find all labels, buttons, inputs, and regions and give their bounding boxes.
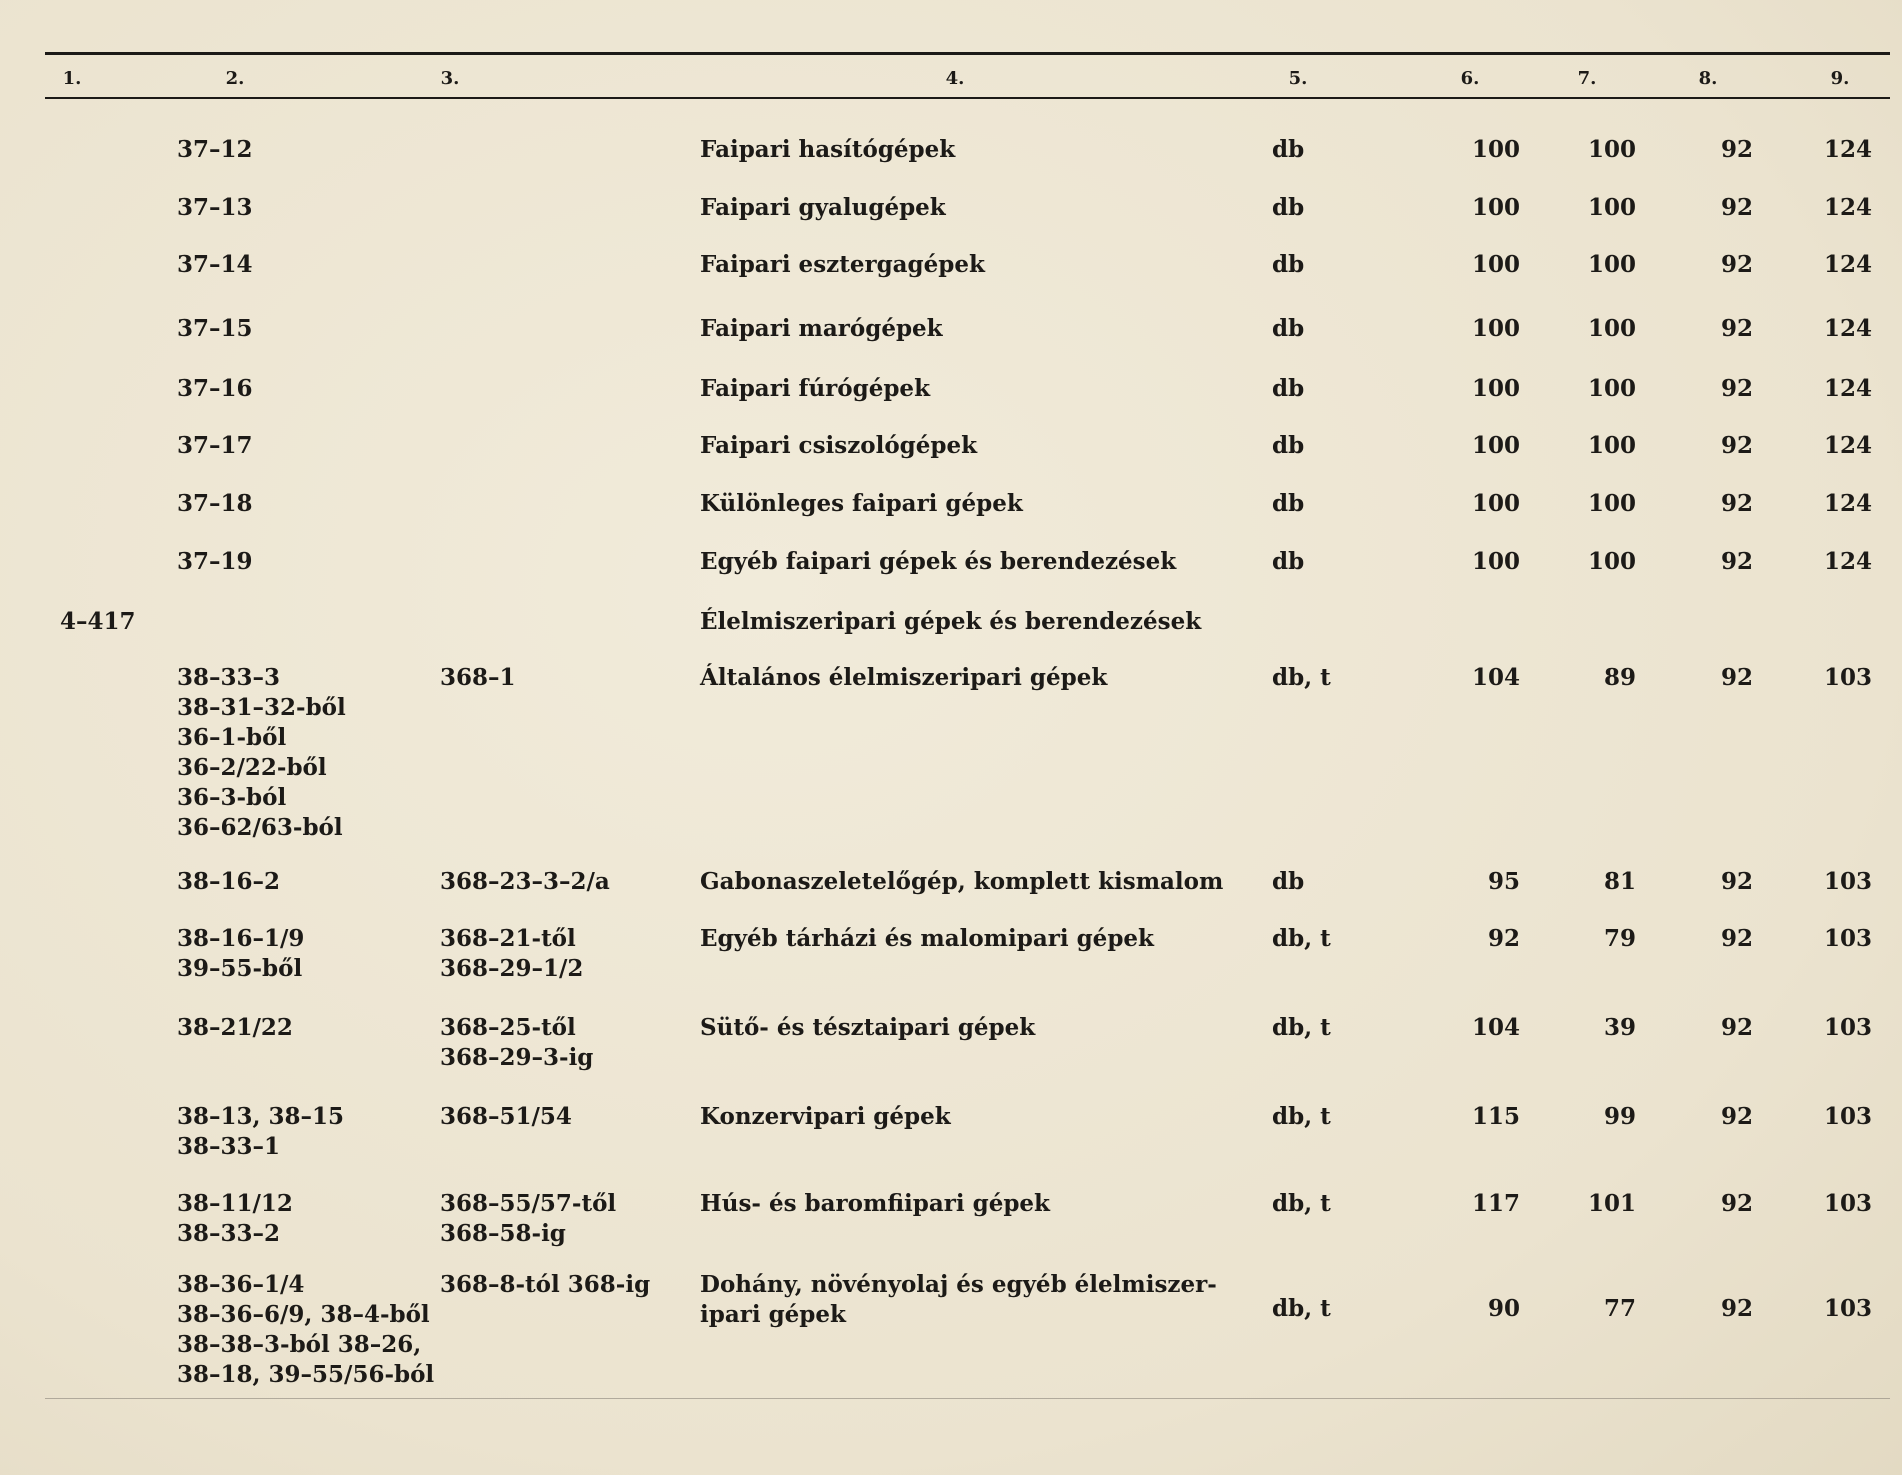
- col-header-9: 9.: [1830, 68, 1850, 89]
- item-description-line: Faipari gyalugépek: [700, 194, 946, 221]
- value-col-7: 89: [1603, 664, 1636, 691]
- value-col-9: 103: [1823, 1295, 1872, 1322]
- old-code-line: 37–18: [177, 490, 253, 517]
- value-col-6: 115: [1471, 1103, 1520, 1130]
- value-col-9: 124: [1823, 136, 1872, 163]
- nomenclature-code-line: 368–58-ig: [440, 1220, 566, 1247]
- value-col-7: 79: [1603, 925, 1636, 952]
- unit: db: [1272, 315, 1305, 342]
- value-col-6: 90: [1487, 1295, 1520, 1322]
- value-col-8: 92: [1720, 432, 1753, 459]
- old-code-line: 38–31–32-ből: [177, 694, 346, 721]
- item-description: [700, 1270, 1217, 1330]
- item-description: [700, 489, 1023, 519]
- value-col-9: 124: [1823, 375, 1872, 402]
- value-col-7: 39: [1603, 1014, 1636, 1041]
- value-col-6: 100: [1471, 375, 1520, 402]
- old-code: [177, 489, 253, 519]
- value-col-6: 100: [1471, 490, 1520, 517]
- value-col-7: 100: [1587, 194, 1636, 221]
- col-header-2: 2.: [225, 68, 245, 89]
- value-col-6: 100: [1471, 136, 1520, 163]
- value-col-9: 124: [1823, 315, 1872, 342]
- value-col-7: 77: [1603, 1295, 1636, 1322]
- nomenclature-code: [440, 663, 516, 693]
- value-col-7: 100: [1587, 251, 1636, 278]
- value-col-9: 103: [1823, 1103, 1872, 1130]
- unit: db: [1272, 868, 1305, 895]
- value-col-6: 117: [1471, 1190, 1520, 1217]
- item-description-line: Faipari csiszológépek: [700, 432, 978, 459]
- value-col-6: 92: [1487, 925, 1520, 952]
- nomenclature-code: [440, 867, 610, 897]
- col-header-8: 8.: [1698, 68, 1718, 89]
- item-description-line: Dohány, növényolaj és egyéb élelmiszer-: [700, 1271, 1217, 1298]
- item-description: [700, 547, 1176, 577]
- old-code-line: 38–36–1/4: [177, 1271, 305, 1298]
- value-col-8: 92: [1720, 868, 1753, 895]
- nomenclature-code: [440, 924, 583, 984]
- old-code: [177, 374, 253, 404]
- unit: db, t: [1272, 664, 1331, 691]
- value-col-6: 100: [1471, 315, 1520, 342]
- nomenclature-code-line: 368–25-től: [440, 1014, 576, 1041]
- value-col-8: 92: [1720, 1295, 1753, 1322]
- nomenclature-code: [440, 1102, 572, 1132]
- old-code: [177, 193, 253, 223]
- old-code-line: 38–33–3: [177, 664, 281, 691]
- old-code-line: 38–33–2: [177, 1220, 281, 1247]
- value-col-6: 100: [1471, 432, 1520, 459]
- old-code: [177, 314, 253, 344]
- nomenclature-code: [440, 1270, 650, 1300]
- old-code-line: 38–16–2: [177, 868, 281, 895]
- old-code-line: 37–17: [177, 432, 253, 459]
- item-description-line: Sütő- és tésztaipari gépek: [700, 1014, 1036, 1041]
- value-col-9: 124: [1823, 490, 1872, 517]
- col-header-3: 3.: [440, 68, 460, 89]
- item-description: [700, 1189, 1050, 1219]
- old-code: [177, 663, 346, 843]
- item-description-line: Gabonaszeletelőgép, komplett kismalom: [700, 868, 1224, 895]
- item-description: [700, 431, 977, 461]
- value-col-8: 92: [1720, 136, 1753, 163]
- value-col-6: 95: [1487, 868, 1520, 895]
- old-code: [177, 431, 253, 461]
- unit: db: [1272, 136, 1305, 163]
- old-code: [177, 1013, 293, 1043]
- item-description-line: ipari gépek: [700, 1301, 846, 1328]
- value-col-7: 100: [1587, 432, 1636, 459]
- item-description: [700, 250, 985, 280]
- old-code-line: 36–62/63-ból: [177, 814, 343, 841]
- item-description-line: Faipari hasítógépek: [700, 136, 956, 163]
- bottom-rule: [45, 1398, 1890, 1399]
- old-code-line: 38–36–6/9, 38–4-ből: [177, 1301, 430, 1328]
- item-description: [700, 867, 1223, 897]
- header-rule: [45, 97, 1890, 99]
- value-col-6: 100: [1471, 194, 1520, 221]
- value-col-9: 103: [1823, 664, 1872, 691]
- item-description-line: Egyéb faipari gépek és berendezések: [700, 548, 1177, 575]
- top-rule: [45, 52, 1890, 55]
- value-col-6: 104: [1471, 664, 1520, 691]
- value-col-9: 124: [1823, 432, 1872, 459]
- col-header-4: 4.: [945, 68, 965, 89]
- old-code-line: 39–55-ből: [177, 955, 303, 982]
- value-col-6: 100: [1471, 548, 1520, 575]
- value-col-9: 103: [1823, 925, 1872, 952]
- item-description-line: Egyéb tárházi és malomipari gépek: [700, 925, 1154, 952]
- unit: db, t: [1272, 1014, 1331, 1041]
- value-col-8: 92: [1720, 251, 1753, 278]
- value-col-8: 92: [1720, 664, 1753, 691]
- value-col-9: 124: [1823, 194, 1872, 221]
- value-col-7: 100: [1587, 315, 1636, 342]
- unit: db, t: [1272, 1190, 1331, 1217]
- item-description-line: Általános élelmiszeripari gépek: [700, 664, 1108, 691]
- value-col-8: 92: [1720, 1014, 1753, 1041]
- item-description-line: Különleges faipari gépek: [700, 490, 1023, 517]
- value-col-6: 104: [1471, 1014, 1520, 1041]
- item-description: [700, 1013, 1035, 1043]
- old-code: [177, 250, 253, 280]
- value-col-9: 103: [1823, 868, 1872, 895]
- value-col-8: 92: [1720, 315, 1753, 342]
- nomenclature-code-line: 368–23–3–2/a: [440, 868, 610, 895]
- item-description: [700, 663, 1107, 693]
- old-code-line: 36–3-ból: [177, 784, 287, 811]
- item-description: [700, 193, 946, 223]
- value-col-7: 100: [1587, 548, 1636, 575]
- value-col-8: 92: [1720, 548, 1753, 575]
- unit: db: [1272, 490, 1305, 517]
- item-description-line: Faipari fúrógépek: [700, 375, 930, 402]
- value-col-9: 124: [1823, 251, 1872, 278]
- nomenclature-code-line: 368–21-től: [440, 925, 576, 952]
- value-col-7: 101: [1587, 1190, 1636, 1217]
- unit: db, t: [1272, 1295, 1331, 1322]
- item-description: [700, 607, 1201, 637]
- col-header-5: 5.: [1288, 68, 1308, 89]
- item-description-line: Faipari marógépek: [700, 315, 943, 342]
- item-description-line: Hús- és baromfiipari gépek: [700, 1190, 1050, 1217]
- group-code: 4–417: [60, 608, 136, 635]
- value-col-8: 92: [1720, 925, 1753, 952]
- old-code: [177, 1102, 344, 1162]
- nomenclature-code: [440, 1013, 593, 1073]
- item-description: [700, 1102, 951, 1132]
- value-col-8: 92: [1720, 1190, 1753, 1217]
- unit: db, t: [1272, 925, 1331, 952]
- value-col-8: 92: [1720, 1103, 1753, 1130]
- unit: db: [1272, 548, 1305, 575]
- old-code-line: 37–19: [177, 548, 253, 575]
- old-code-line: 37–14: [177, 251, 253, 278]
- value-col-9: 103: [1823, 1014, 1872, 1041]
- value-col-9: 103: [1823, 1190, 1872, 1217]
- col-header-1: 1.: [62, 68, 82, 89]
- nomenclature-code-line: 368–55/57-től: [440, 1190, 617, 1217]
- unit: db, t: [1272, 1103, 1331, 1130]
- nomenclature-code: [440, 1189, 616, 1249]
- old-code: [177, 924, 304, 984]
- item-description: [700, 135, 955, 165]
- old-code-line: 38–21/22: [177, 1014, 293, 1041]
- old-code-line: 37–15: [177, 315, 253, 342]
- old-code-line: 38–11/12: [177, 1190, 293, 1217]
- unit: db: [1272, 251, 1305, 278]
- value-col-8: 92: [1720, 375, 1753, 402]
- old-code: [177, 867, 280, 897]
- old-code-line: 36–2/22-ből: [177, 754, 327, 781]
- old-code-line: 38–38–3-ból 38–26,: [177, 1331, 422, 1358]
- old-code: [177, 135, 253, 165]
- old-code-line: 38–33–1: [177, 1133, 281, 1160]
- nomenclature-code-line: 368–29–3-ig: [440, 1044, 594, 1071]
- item-description-line: Faipari esztergagépek: [700, 251, 985, 278]
- value-col-7: 100: [1587, 375, 1636, 402]
- col-header-6: 6.: [1460, 68, 1480, 89]
- value-col-8: 92: [1720, 194, 1753, 221]
- old-code-line: 38–16–1/9: [177, 925, 305, 952]
- unit: db: [1272, 432, 1305, 459]
- value-col-7: 81: [1603, 868, 1636, 895]
- nomenclature-code-line: 368–51/54: [440, 1103, 572, 1130]
- item-description: [700, 374, 930, 404]
- old-code-line: 37–13: [177, 194, 253, 221]
- old-code-line: 37–12: [177, 136, 253, 163]
- value-col-7: 100: [1587, 490, 1636, 517]
- old-code: [177, 1270, 434, 1390]
- item-description-line: Konzervipari gépek: [700, 1103, 951, 1130]
- item-description-line: Élelmiszeripari gépek és berendezések: [700, 608, 1202, 635]
- old-code: [177, 1189, 293, 1249]
- value-col-8: 92: [1720, 490, 1753, 517]
- col-header-7: 7.: [1577, 68, 1597, 89]
- value-col-7: 100: [1587, 136, 1636, 163]
- old-code-line: 38–13, 38–15: [177, 1103, 345, 1130]
- item-description: [700, 924, 1154, 954]
- old-code-line: 36–1-ből: [177, 724, 287, 751]
- unit: db: [1272, 194, 1305, 221]
- unit: db: [1272, 375, 1305, 402]
- item-description: [700, 314, 943, 344]
- value-col-7: 99: [1603, 1103, 1636, 1130]
- old-code: [177, 547, 253, 577]
- value-col-6: 100: [1471, 251, 1520, 278]
- nomenclature-code-line: 368–1: [440, 664, 516, 691]
- nomenclature-code-line: 368–29–1/2: [440, 955, 584, 982]
- nomenclature-code-line: 368–8-tól 368-ig: [440, 1271, 651, 1298]
- value-col-9: 124: [1823, 548, 1872, 575]
- old-code-line: 37–16: [177, 375, 253, 402]
- old-code-line: 38–18, 39–55/56-ból: [177, 1361, 435, 1388]
